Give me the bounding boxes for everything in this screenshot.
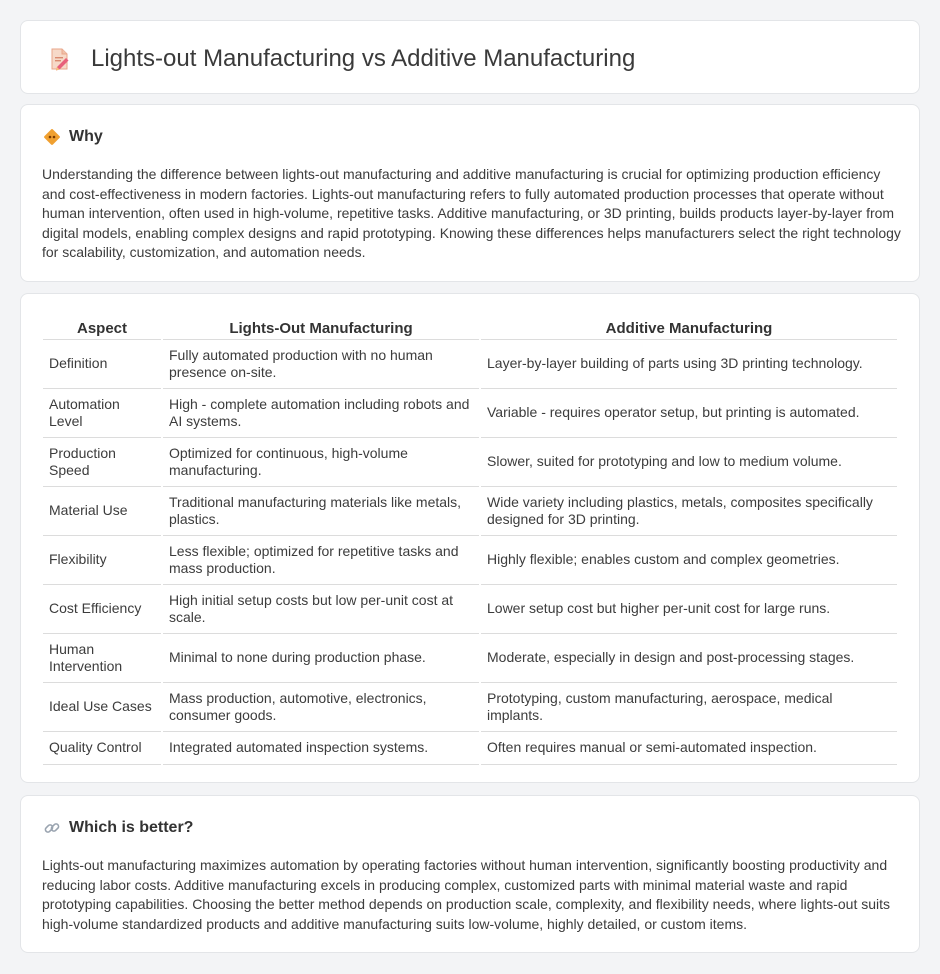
diamond-warning-icon bbox=[43, 128, 61, 146]
additive-cell: Prototyping, custom manufacturing, aerospace, medical implants. bbox=[481, 683, 897, 732]
aspect-cell: Production Speed bbox=[43, 438, 161, 487]
lights-out-cell: Less flexible; optimized for repetitive tasks and mass production. bbox=[163, 536, 479, 585]
additive-cell: Highly flexible; enables custom and complex geometries. bbox=[481, 536, 897, 585]
table-header-row bbox=[43, 314, 897, 340]
table-row bbox=[43, 585, 897, 634]
additive-cell: Lower setup cost but higher per-unit cost for large runs. bbox=[481, 585, 897, 634]
page-header bbox=[45, 45, 635, 73]
better-heading: Which is better? bbox=[69, 819, 194, 836]
why-heading: Why bbox=[69, 128, 103, 145]
better-paragraph: Lights-out manufacturing maximizes automation by operating factories without human intervention, significantly boosting productivity and reducing labor costs. Additive manufacturing excels in producing complex, customized parts with minimal material waste and rapid prototyping capabilities. Choosing the better method depends on production scale, complexity, and flexibility needs, where lights-out suits high-volume standardized products and additive manufacturing suits low-volume, highly detailed, or custom items. bbox=[42, 857, 891, 932]
table-row bbox=[43, 438, 897, 487]
table-row bbox=[43, 536, 897, 585]
lights-out-cell: Integrated automated inspection systems. bbox=[163, 732, 479, 765]
column-header-aspect: Aspect bbox=[43, 314, 161, 340]
column-header-additive: Additive Manufacturing bbox=[481, 314, 897, 340]
additive-cell: Often requires manual or semi-automated inspection. bbox=[481, 732, 897, 765]
aspect-cell: Material Use bbox=[43, 487, 161, 536]
lights-out-cell: Minimal to none during production phase. bbox=[163, 634, 479, 683]
lights-out-cell: Fully automated production with no human presence on-site. bbox=[163, 340, 479, 389]
table-row bbox=[43, 487, 897, 536]
which-is-better-section bbox=[20, 795, 920, 953]
table-row bbox=[43, 340, 897, 389]
aspect-cell: Ideal Use Cases bbox=[43, 683, 161, 732]
aspect-cell: Automation Level bbox=[43, 389, 161, 438]
lights-out-cell: High - complete automation including robots and AI systems. bbox=[163, 389, 479, 438]
why-header bbox=[43, 128, 103, 146]
header-card bbox=[20, 20, 920, 94]
additive-cell: Variable - requires operator setup, but printing is automated. bbox=[481, 389, 897, 438]
page-title: Lights-out Manufacturing vs Additive Manufacturing bbox=[91, 45, 636, 72]
comparison-section bbox=[20, 293, 920, 783]
table-row bbox=[43, 389, 897, 438]
why-section bbox=[20, 104, 920, 282]
column-header-lights-out: Lights-Out Manufacturing bbox=[163, 314, 479, 340]
document-pencil-icon bbox=[45, 45, 73, 73]
aspect-cell: Flexibility bbox=[43, 536, 161, 585]
aspect-cell: Quality Control bbox=[43, 732, 161, 765]
table-row bbox=[43, 683, 897, 732]
table-row bbox=[43, 634, 897, 683]
aspect-cell: Human Intervention bbox=[43, 634, 161, 683]
additive-cell: Moderate, especially in design and post-processing stages. bbox=[481, 634, 897, 683]
lights-out-cell: High initial setup costs but low per-unit cost at scale. bbox=[163, 585, 479, 634]
lights-out-cell: Mass production, automotive, electronics, consumer goods. bbox=[163, 683, 479, 732]
additive-cell: Layer-by-layer building of parts using 3D printing technology. bbox=[481, 340, 897, 389]
aspect-cell: Cost Efficiency bbox=[43, 585, 161, 634]
better-header bbox=[43, 819, 193, 837]
aspect-cell: Definition bbox=[43, 340, 161, 389]
why-paragraph: Understanding the difference between lights-out manufacturing and additive manufacturing is crucial for optimizing production efficiency and cost-effectiveness in modern factories. Lights-out manufacturing refers to fully automated production processes that operate without human intervention, often used in high-volume, repetitive tasks. Additive manufacturing, or 3D printing, builds products layer-by-layer from digital models, enabling complex designs and rapid prototyping. Knowing these differences helps manufacturers select the right technology for scalability, customization, and automation needs. bbox=[42, 166, 901, 261]
lights-out-cell: Traditional manufacturing materials like metals, plastics. bbox=[163, 487, 479, 536]
table-row bbox=[43, 732, 897, 765]
link-icon bbox=[43, 819, 61, 837]
additive-cell: Wide variety including plastics, metals, composites specifically designed for 3D printing. bbox=[481, 487, 897, 536]
lights-out-cell: Optimized for continuous, high-volume manufacturing. bbox=[163, 438, 479, 487]
comparison-table bbox=[41, 314, 899, 765]
additive-cell: Slower, suited for prototyping and low to medium volume. bbox=[481, 438, 897, 487]
